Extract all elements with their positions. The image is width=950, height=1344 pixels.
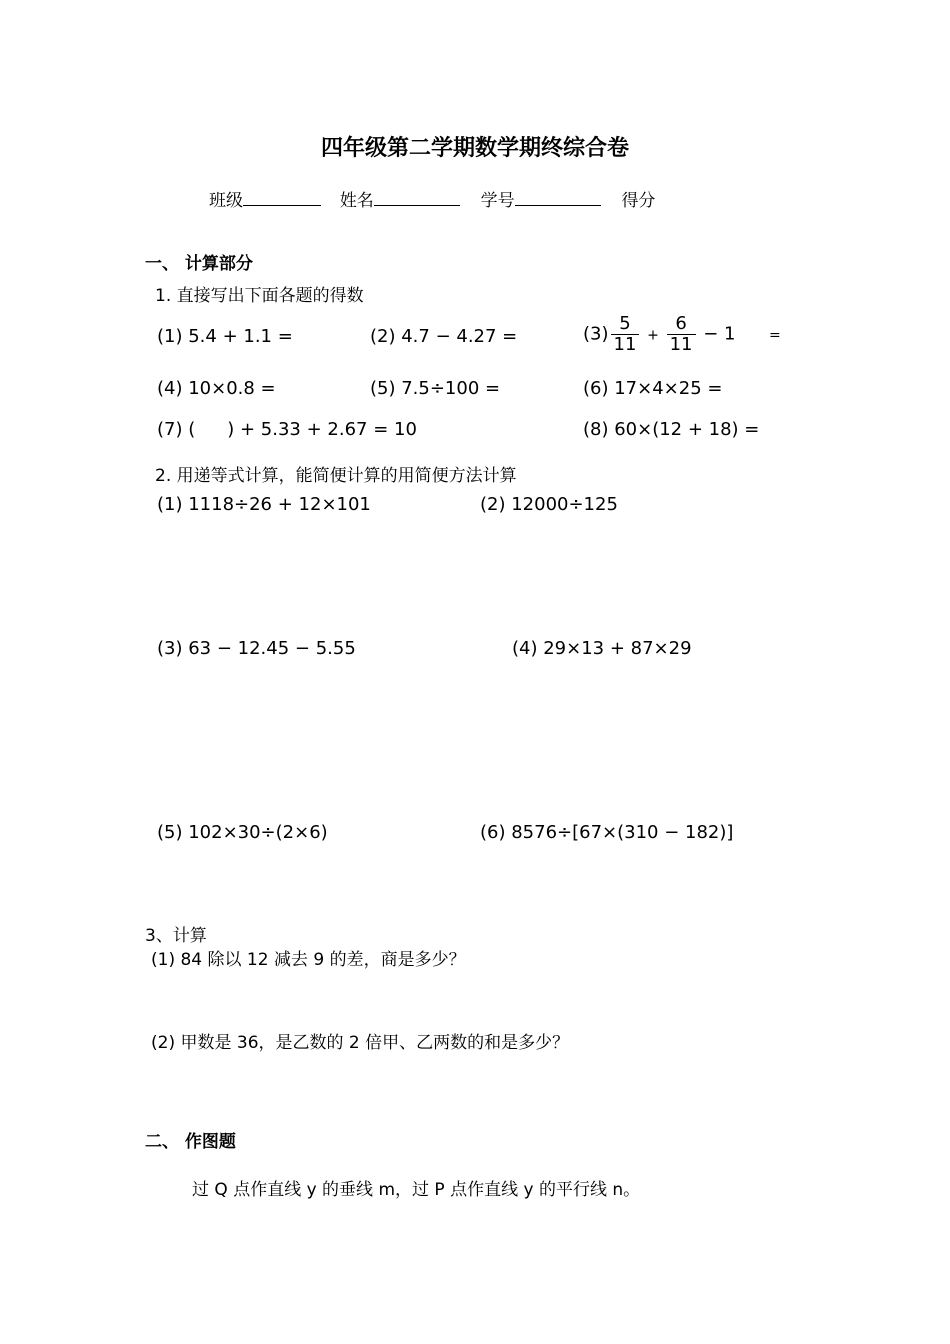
part3-heading: 3、计算 (145, 926, 207, 946)
calc-item-6: (6) 8576÷[67×(310 − 182)] (480, 822, 734, 843)
item7-prefix: (7) ( (157, 419, 196, 440)
mental-item-4: (4) 10×0.8 = (157, 378, 276, 399)
calc-item-1: (1) 1118÷26 + 12×101 (157, 494, 371, 515)
name-label: 姓名 (339, 191, 374, 211)
item7-suffix: ) + 5.33 + 2.67 = 10 (227, 419, 417, 440)
word-problem-1: (1) 84 除以 12 减去 9 的差，商是多少？ (151, 950, 466, 970)
fraction-numerator: 5 (611, 314, 640, 335)
drawing-instruction: 过 Q 点作直线 y 的垂线 m，过 P 点作直线 y 的平行线 n。 (192, 1180, 641, 1200)
score-label: 得分 (621, 191, 656, 211)
calc-item-5: (5) 102×30÷(2×6) (157, 822, 328, 843)
fraction-denominator: 11 (613, 333, 637, 355)
section1-heading: 一、 计算部分 (145, 254, 253, 274)
fraction-5-11 (611, 314, 640, 355)
calc-item-4: (4) 29×13 + 87×29 (512, 638, 692, 659)
mental-item-5: (5) 7.5÷100 = (370, 378, 501, 399)
number-label: 学号 (480, 191, 515, 211)
section2-heading: 二、 作图题 (145, 1132, 236, 1152)
number-blank[interactable] (515, 191, 601, 206)
fraction-numerator: 6 (667, 314, 696, 335)
calc-item-3: (3) 63 − 12.45 − 5.55 (157, 638, 356, 659)
word-problem-2: (2) 甲数是 36，是乙数的 2 倍甲、乙两数的和是多少？ (151, 1033, 570, 1053)
page-title: 四年级第二学期数学期终综合卷 (320, 136, 629, 161)
item3-prefix: (3) (583, 323, 609, 345)
mental-item-7 (157, 421, 417, 439)
name-blank[interactable] (374, 191, 460, 206)
class-label: 班级 (209, 191, 243, 211)
fraction-6-11 (667, 314, 696, 355)
part1-heading: 1. 直接写出下面各题的得数 (155, 286, 364, 306)
class-blank[interactable] (243, 191, 321, 206)
fraction-denominator: 11 (669, 333, 693, 355)
student-info-line (209, 191, 655, 210)
mental-item-8: (8) 60×(12 + 18) = (583, 419, 760, 440)
mental-item-6: (6) 17×4×25 = (583, 378, 723, 399)
item3-equals: = (768, 327, 781, 344)
mental-item-3 (583, 314, 781, 355)
mental-item-2: (2) 4.7 − 4.27 = (370, 326, 518, 347)
mental-item-1: (1) 5.4 + 1.1 = (157, 326, 293, 347)
part2-heading: 2. 用递等式计算，能简便计算的用简便方法计算 (155, 466, 517, 486)
plus-sign: + (647, 327, 659, 344)
minus-one: − 1 (703, 323, 736, 345)
calc-item-2: (2) 12000÷125 (480, 494, 618, 515)
